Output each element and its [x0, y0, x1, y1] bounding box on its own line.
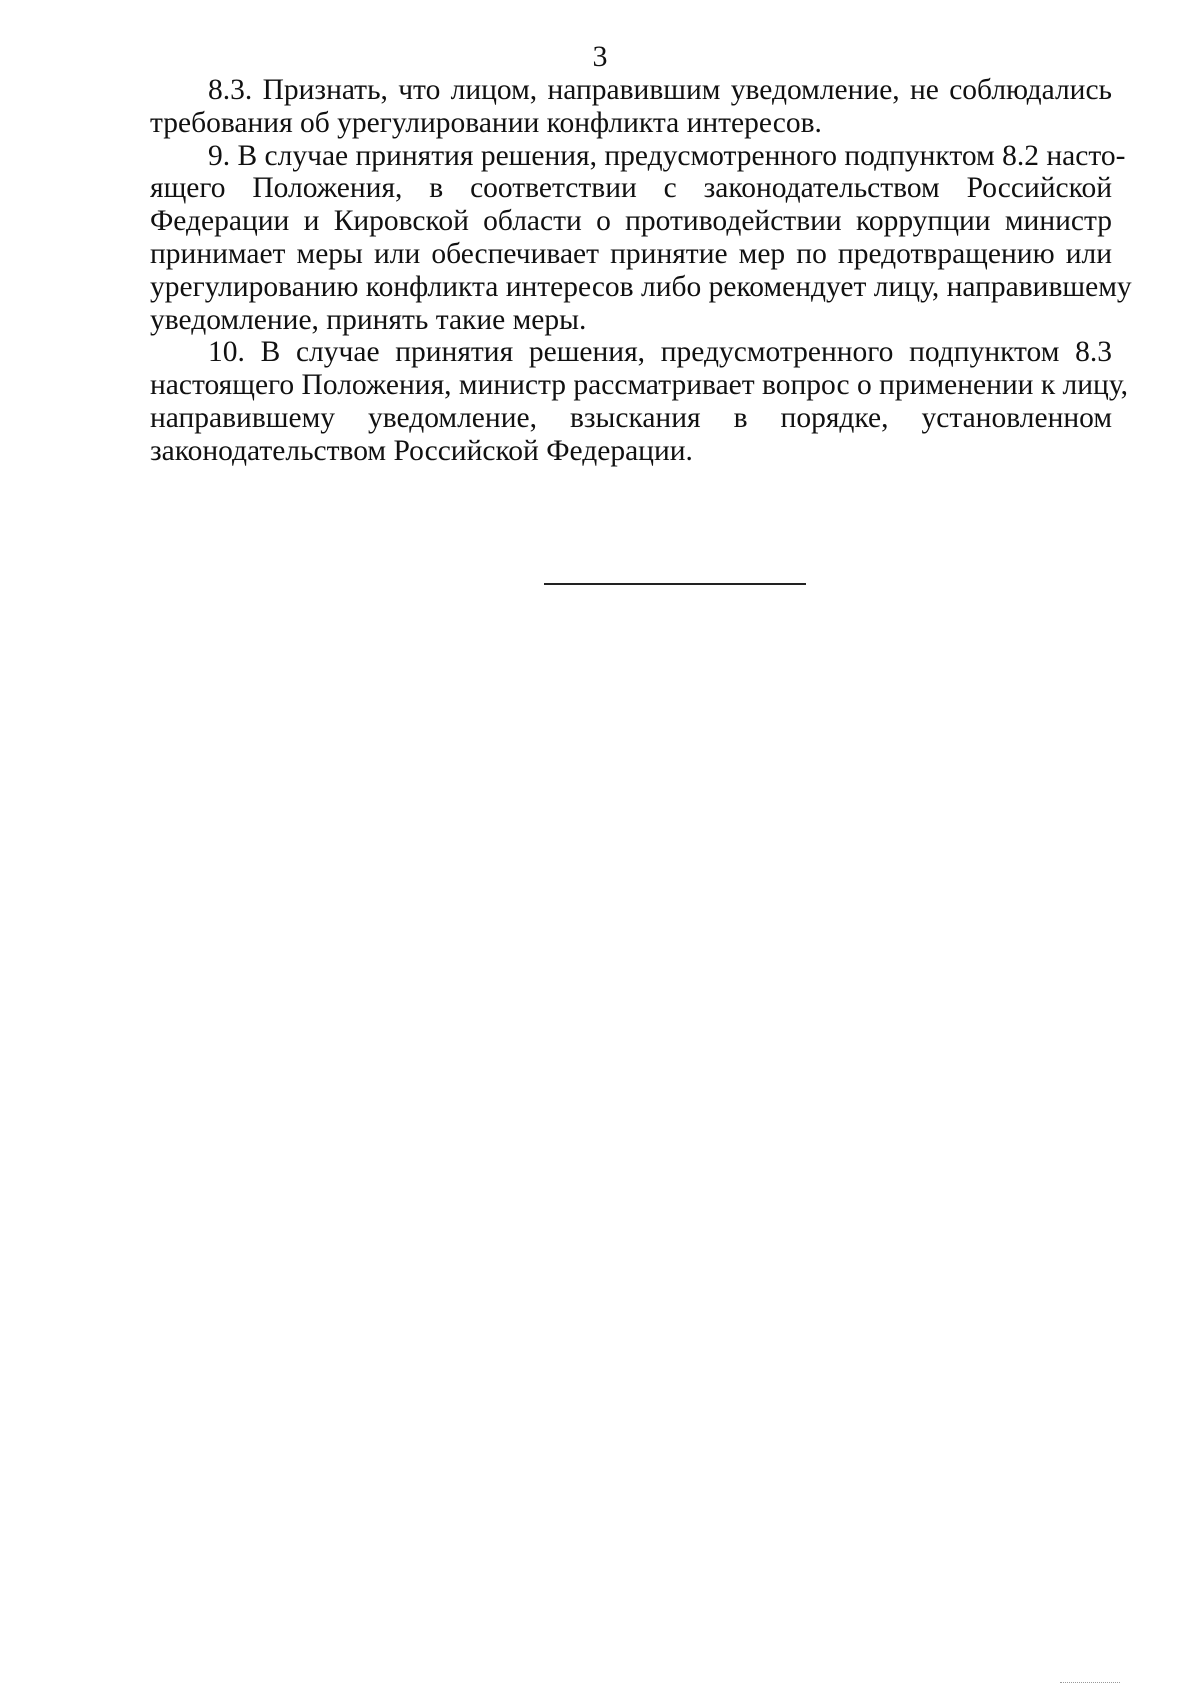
text-line: уведомление, принять такие меры.: [150, 303, 587, 336]
paragraph-9: [150, 139, 1132, 337]
document-body: [150, 74, 1132, 468]
page-number: 3: [592, 40, 608, 73]
text-line: Федерации и Кировской области о противодействии коррупции министр: [150, 205, 1112, 238]
text-line: требования об урегулировании конфликта интересов.: [150, 106, 822, 139]
scan-artifact-mark: [1060, 1682, 1120, 1683]
paragraph-10: [150, 336, 1128, 467]
text-line: ящего Положения, в соответствии с законодательством Российской: [150, 172, 1112, 205]
text-line: урегулированию конфликта интересов либо рекомендует лицу, направившему: [150, 270, 1132, 303]
text-line: принимает меры или обеспечивает принятие мер по предотвращению или: [150, 237, 1112, 270]
text-line: направившему уведомление, взыскания в порядке, установленном: [150, 401, 1112, 434]
text-line: 9. В случае принятия решения, предусмотренного подпунктом 8.2 насто-: [208, 139, 1126, 172]
text-line: 8.3. Признать, что лицом, направившим уведомление, не соблюдались: [208, 74, 1112, 106]
text-line: законодательством Российской Федерации.: [150, 434, 693, 467]
end-of-document-rule: [544, 583, 806, 585]
text-line: настоящего Положения, министр рассматривает вопрос о применении к лицу,: [150, 369, 1128, 402]
paragraph-8-3: [150, 74, 1112, 140]
text-line: 10. В случае принятия решения, предусмотренного подпунктом 8.3: [208, 336, 1112, 369]
